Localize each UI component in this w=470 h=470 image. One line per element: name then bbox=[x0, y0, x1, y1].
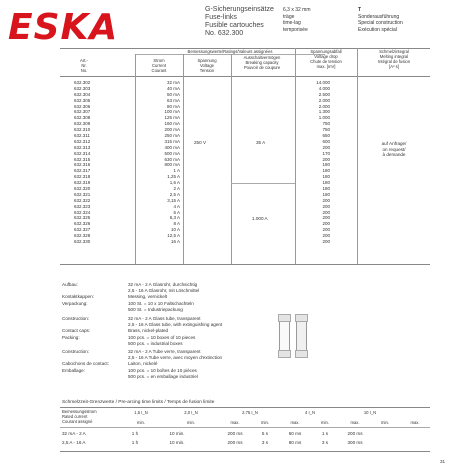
current-value: 500 mA bbox=[164, 150, 180, 156]
col-header-text: Courant bbox=[151, 68, 167, 73]
limits-cell: 300 ms bbox=[347, 440, 363, 445]
title-line: No. 632.300 bbox=[205, 30, 244, 37]
article-number: 632.316 bbox=[74, 162, 91, 168]
sub-header: min. bbox=[261, 420, 269, 425]
article-number: 632.304 bbox=[74, 91, 91, 97]
current-value: 200 mA bbox=[164, 127, 180, 133]
col-header-text: Schmelzintegral bbox=[379, 49, 409, 54]
article-number: 632.324 bbox=[74, 209, 91, 215]
column-divider bbox=[231, 54, 232, 264]
limits-cell: 10 min. bbox=[169, 431, 185, 436]
voltage-drop-value: 200 bbox=[322, 239, 330, 245]
spec-value: 500 St. = Industriepackung bbox=[128, 306, 183, 312]
col-header-text: Art.- bbox=[80, 58, 88, 63]
col-header-article bbox=[60, 58, 108, 73]
current-value: 1 A bbox=[173, 168, 180, 174]
size-info bbox=[283, 7, 311, 33]
voltage-drop-value: 180 bbox=[322, 186, 330, 192]
current-value: 1,6 A bbox=[169, 180, 180, 186]
title-line: G-Sicherungseinsätze bbox=[205, 6, 274, 13]
article-number: 632.321 bbox=[74, 191, 91, 197]
spec-value: 100 pcs. = 10 boxes of 10 pieces bbox=[128, 334, 196, 340]
spec-value: 100 St. = 10 x 10 Faltschachteln bbox=[128, 300, 194, 306]
voltage-drop-value: 180 bbox=[322, 180, 330, 186]
limits-cell: 200 ms bbox=[227, 440, 243, 445]
construction-line: Special construction bbox=[358, 20, 403, 26]
voltage-drop-value: 600 bbox=[322, 138, 330, 144]
spec-label: Emballage: bbox=[62, 367, 85, 373]
voltage-drop-value: 14.000 bbox=[316, 80, 330, 85]
article-number: 632.306 bbox=[74, 103, 91, 109]
col-header-text: Voltage drop bbox=[314, 54, 338, 59]
col-header-text: Breaking capacity bbox=[245, 60, 279, 65]
spec-label bbox=[62, 341, 128, 347]
limits-row-label: 2,5 A - 16 A bbox=[62, 440, 86, 445]
breaking-capacity-low: 35 A bbox=[256, 140, 266, 145]
spec-label: Cabochons de contact: bbox=[62, 361, 109, 367]
multiplier-header: 10 I_N bbox=[363, 410, 377, 415]
eska-logo: ESKA bbox=[8, 7, 119, 48]
current-value: 50 mA bbox=[166, 91, 180, 97]
limits-cell: 200 ms bbox=[227, 431, 243, 436]
voltage-drop-value: 200 bbox=[322, 209, 330, 215]
construction-info bbox=[358, 7, 403, 33]
col-header-melting bbox=[360, 49, 428, 69]
voltage-drop-value: 200 bbox=[322, 215, 330, 221]
col-header-text: Strom bbox=[153, 58, 165, 63]
spec-label bbox=[62, 307, 128, 313]
current-value: 8 A bbox=[173, 221, 180, 227]
col-header-breaking bbox=[231, 55, 293, 70]
spec-label bbox=[62, 374, 128, 380]
current-value: 400 mA bbox=[164, 144, 180, 150]
current-value: 630 mA bbox=[164, 156, 180, 162]
sub-header: max. bbox=[410, 420, 420, 425]
breaking-capacity-high: 1.000 A bbox=[252, 216, 268, 221]
limits-head-text: Courant assigné bbox=[62, 419, 93, 424]
current-value: 5 A bbox=[173, 209, 180, 215]
col-header-text: Tension bbox=[199, 68, 215, 73]
spec-label: Contact caps: bbox=[62, 328, 91, 334]
spec-value: 2,5 - 16 A Tube verre, avec moyen d'extinction bbox=[128, 355, 223, 361]
voltage-drop-value: 200 bbox=[322, 197, 330, 203]
multiplier-header: 4 I_N bbox=[304, 410, 315, 415]
article-number: 632.318 bbox=[74, 174, 91, 180]
sub-header: max. bbox=[290, 420, 300, 425]
current-value: 1,25 A bbox=[167, 174, 180, 180]
size-line: time-lag bbox=[283, 20, 301, 26]
sub-header: min. bbox=[187, 420, 195, 425]
fuse-cap-top bbox=[295, 314, 308, 322]
column-divider bbox=[357, 48, 358, 264]
multiplier-header: 2,75 I_N bbox=[242, 410, 258, 415]
limits-rows bbox=[62, 431, 430, 449]
article-number: 632.314 bbox=[74, 150, 91, 156]
article-number: 632.328 bbox=[74, 233, 91, 239]
col-header-text: Intégral de fusion bbox=[377, 59, 411, 64]
melting-note-line: on request/ bbox=[382, 146, 406, 152]
current-value: 250 mA bbox=[164, 133, 180, 139]
limits-cell: 60 ms bbox=[288, 431, 302, 436]
voltage-drop-value: 2.000 bbox=[318, 103, 330, 109]
col-header-current bbox=[135, 58, 183, 73]
construction-line: Sonderausführung bbox=[358, 13, 400, 20]
voltage-drop-value: 2.000 bbox=[318, 97, 330, 103]
article-number: 632.327 bbox=[74, 227, 91, 233]
melting-note-line: à demande bbox=[382, 152, 406, 158]
article-number: 632.325 bbox=[74, 215, 91, 221]
voltage-drop-value: 170 bbox=[322, 150, 330, 156]
current-value: 315 mA bbox=[164, 138, 180, 144]
table-header-rule bbox=[60, 76, 430, 77]
fuse-cap-top bbox=[278, 314, 291, 322]
spec-label: Kontaktkappen: bbox=[62, 294, 94, 300]
current-value: 32 mA bbox=[166, 80, 180, 85]
voltage-drop-value: 180 bbox=[322, 168, 330, 174]
col-header-text: No. bbox=[80, 68, 88, 73]
page-number: 31 bbox=[440, 459, 446, 464]
fuse-cap-bottom bbox=[278, 350, 291, 358]
voltage-drop-value: 750 bbox=[322, 121, 330, 127]
spec-value: 500 pcs. = industrial boxes bbox=[128, 340, 183, 346]
sub-header: min. bbox=[321, 420, 329, 425]
spec-label: Aufbau: bbox=[62, 282, 78, 287]
voltage-drop-column bbox=[300, 80, 330, 245]
voltage-drop-value: 200 bbox=[322, 203, 330, 209]
current-value: 12,5 A bbox=[167, 233, 180, 239]
melting-integral-note bbox=[364, 141, 424, 158]
current-value: 2 A bbox=[173, 186, 180, 192]
spec-value: 2,5 - 16 A Glass tube, with extinguishing agent bbox=[128, 322, 223, 328]
limits-cell: 1 h bbox=[131, 431, 139, 436]
limits-cell: 3 s bbox=[321, 440, 329, 445]
spec-value: 2,5 - 16 A Glasrohr, mit Löschmittel bbox=[128, 288, 200, 294]
spec-value: Brass, nickel-plated bbox=[128, 328, 169, 334]
voltage-drop-value: 180 bbox=[322, 162, 330, 168]
voltage-value: 250 V bbox=[194, 140, 207, 145]
limits-cell: 1 h bbox=[131, 440, 139, 445]
col-header-text: Ausschaltvermögen bbox=[243, 55, 281, 60]
spec-value: 32 mA - 2 A Glasrohr, durchsichtig bbox=[128, 282, 198, 287]
spec-value: Laiton, nickelé bbox=[128, 361, 158, 367]
multiplier-header: 1,5 I_N bbox=[134, 410, 148, 415]
sub-header: max. bbox=[350, 420, 360, 425]
current-value: 800 mA bbox=[164, 162, 180, 168]
voltage-drop-value: 650 bbox=[322, 133, 330, 139]
limits-head-text: Bemessungsstrom bbox=[62, 409, 97, 414]
voltage-drop-value: 200 bbox=[322, 144, 330, 150]
article-number: 632.305 bbox=[74, 97, 91, 103]
limits-row-label: 32 mA - 2 A bbox=[62, 431, 86, 436]
article-number-column bbox=[74, 80, 124, 245]
limits-head-left bbox=[62, 409, 122, 424]
spec-label: Packing: bbox=[62, 334, 80, 340]
current-value: 63 mA bbox=[166, 97, 180, 103]
sub-header: min. bbox=[381, 420, 389, 425]
title-line: Fuse-links bbox=[205, 14, 237, 21]
article-number: 632.303 bbox=[74, 85, 91, 91]
melting-note-line: auf Anfrage/ bbox=[381, 141, 407, 146]
ratings-group-header: Bemessungswerte/Ratings/Valeurs assignées bbox=[187, 49, 273, 54]
limits-cell: 1 s bbox=[321, 431, 329, 436]
col-header-text: [A² s] bbox=[389, 64, 399, 69]
article-number: 632.326 bbox=[74, 221, 91, 227]
current-value: 80 mA bbox=[166, 103, 180, 109]
article-number: 632.307 bbox=[74, 109, 91, 115]
col-header-voltage bbox=[183, 58, 231, 73]
spec-row bbox=[62, 341, 222, 347]
col-header-text: max. [mV] bbox=[316, 64, 336, 69]
sub-header: min. bbox=[137, 420, 145, 425]
voltage-drop-value: 4.000 bbox=[318, 85, 330, 91]
article-number: 632.312 bbox=[74, 138, 91, 144]
limits-row bbox=[62, 431, 430, 440]
voltage-drop-value: 750 bbox=[322, 127, 330, 133]
type-letter: T bbox=[358, 7, 362, 13]
spec-block-en bbox=[62, 316, 222, 347]
spec-label: Construction: bbox=[62, 349, 90, 354]
limits-title: Schmelzzeit-Grenzwerte / Pre-arcing time limits / Temps de fusion limite bbox=[62, 400, 215, 405]
col-header-text: Spannungsabfall bbox=[310, 49, 342, 54]
current-value: 40 mA bbox=[166, 85, 180, 91]
article-number: 632.309 bbox=[74, 121, 91, 127]
limits-head-text: Rated current bbox=[62, 414, 88, 419]
current-value: 3,15 A bbox=[167, 197, 180, 203]
article-number: 632.320 bbox=[74, 186, 91, 192]
article-number: 632.315 bbox=[74, 156, 91, 162]
limits-cell: 3 s bbox=[261, 440, 269, 445]
col-header-text: Pouvoir de coupure bbox=[243, 65, 281, 70]
article-number: 632.317 bbox=[74, 168, 91, 174]
current-value: 4 A bbox=[173, 203, 180, 209]
limits-header-rule bbox=[60, 427, 430, 428]
current-value: 100 mA bbox=[164, 109, 180, 115]
article-number: 632.302 bbox=[74, 80, 91, 85]
spec-row bbox=[62, 307, 199, 313]
article-number: 632.311 bbox=[74, 133, 90, 139]
limits-cell: 200 ms bbox=[347, 431, 363, 436]
voltage-drop-value: 1.300 bbox=[318, 109, 330, 115]
current-value: 160 mA bbox=[164, 121, 180, 127]
title-line: Fusible cartouches bbox=[205, 22, 264, 29]
voltage-drop-value: 2.500 bbox=[318, 91, 330, 97]
voltage-drop-value: 180 bbox=[322, 191, 330, 197]
column-divider bbox=[183, 54, 184, 264]
spec-row bbox=[62, 374, 222, 380]
article-number: 632.323 bbox=[74, 203, 91, 209]
spec-value: 100 pcs. = 10 boîtes de 10 pièces bbox=[128, 367, 197, 373]
column-divider bbox=[295, 48, 296, 264]
table-bottom-rule bbox=[60, 264, 430, 265]
col-header-text: Nr. bbox=[81, 63, 87, 68]
current-value: 2,5 A bbox=[169, 191, 180, 197]
article-number: 632.322 bbox=[74, 197, 91, 203]
limits-top-rule bbox=[60, 407, 430, 408]
construction-line: Exécution spécial bbox=[358, 26, 397, 33]
column-divider bbox=[135, 54, 136, 264]
col-header-text: Voltage bbox=[200, 63, 214, 68]
voltage-drop-value: 1.000 bbox=[318, 115, 330, 121]
product-title bbox=[205, 6, 274, 38]
voltage-drop-value: 180 bbox=[322, 174, 330, 180]
article-number: 632.308 bbox=[74, 115, 91, 121]
spec-label: Verpackung: bbox=[62, 300, 88, 306]
col-header-text: Chute de tension bbox=[310, 59, 342, 64]
article-number: 632.310 bbox=[74, 127, 91, 133]
current-value: 10 A bbox=[170, 227, 180, 233]
col-header-text: Melting integral bbox=[379, 54, 409, 59]
article-number: 632.330 bbox=[74, 239, 91, 245]
col-header-text: Current bbox=[152, 63, 166, 68]
limits-cell: 5 s bbox=[261, 431, 269, 436]
current-value: 16 A bbox=[170, 239, 180, 245]
voltage-drop-value: 200 bbox=[322, 156, 330, 162]
size-line: temporisée bbox=[283, 26, 308, 33]
spec-value: 500 pcs. = en emballage industriel bbox=[128, 373, 198, 379]
sub-header: max. bbox=[230, 420, 240, 425]
size-line: 6,3 x 32 mm bbox=[283, 7, 311, 13]
spec-label: Construction: bbox=[62, 316, 90, 321]
spec-block-de bbox=[62, 282, 199, 313]
fuse-cap-bottom bbox=[295, 350, 308, 358]
spec-value: 32 mA - 2 A Glass tube, transparent bbox=[128, 316, 201, 321]
size-line: träge bbox=[283, 13, 295, 20]
voltage-drop-value: 200 bbox=[322, 221, 330, 227]
spec-value: Messing, vernickelt bbox=[128, 294, 168, 300]
spec-value: 32 mA - 2 A Tube verre, transparent bbox=[128, 349, 201, 354]
limits-row bbox=[62, 440, 430, 449]
current-value: 6,3 A bbox=[169, 215, 180, 221]
multiplier-header: 2,0 I_N bbox=[184, 410, 198, 415]
current-column bbox=[140, 80, 180, 245]
current-value: 125 mA bbox=[164, 115, 180, 121]
voltage-drop-value: 200 bbox=[322, 227, 330, 233]
limits-cell: 10 min. bbox=[169, 440, 185, 445]
spec-block-fr bbox=[62, 349, 222, 380]
col-header-voltage-drop bbox=[297, 49, 355, 69]
article-number: 632.319 bbox=[74, 180, 91, 186]
col-header-text: Spannung bbox=[197, 58, 217, 63]
article-number: 632.313 bbox=[74, 144, 91, 150]
breaking-divider bbox=[231, 183, 295, 184]
voltage-drop-value: 200 bbox=[322, 233, 330, 239]
limits-cell: 80 ms bbox=[288, 440, 302, 445]
limits-bottom-rule bbox=[60, 451, 430, 452]
